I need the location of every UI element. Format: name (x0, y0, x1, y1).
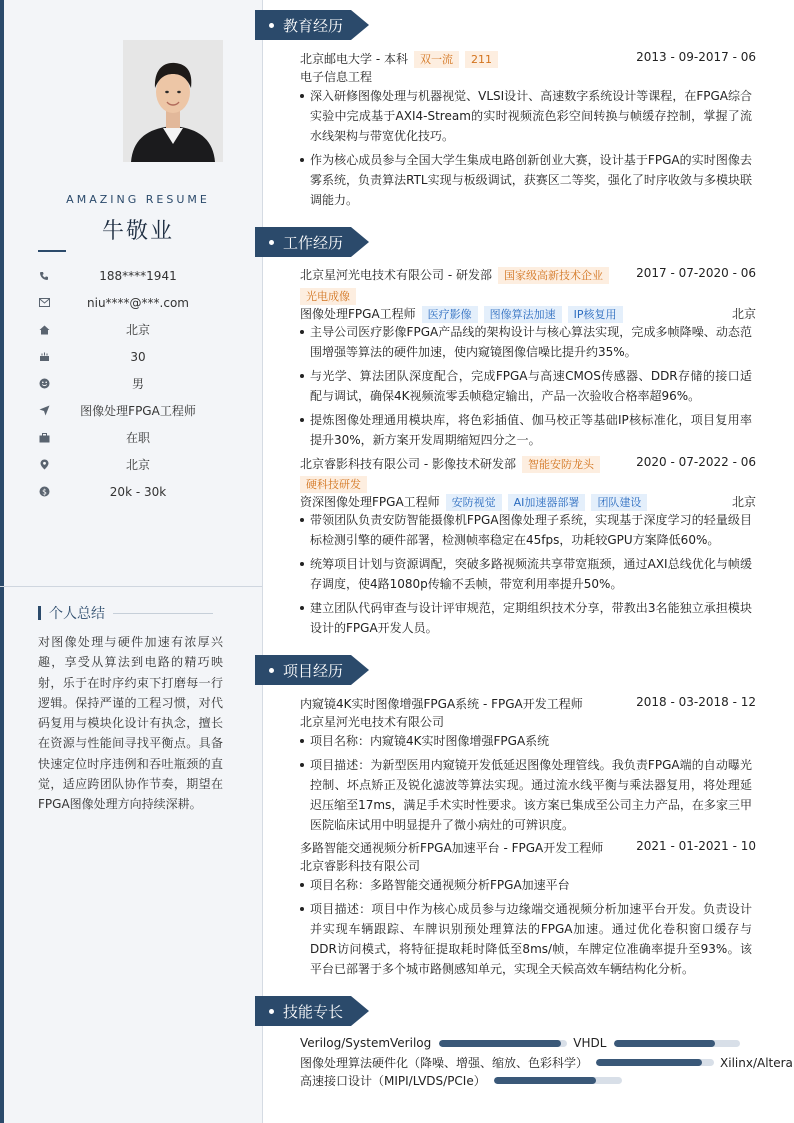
role-tag: IP核复用 (568, 306, 623, 323)
info-row-city (38, 451, 238, 478)
salary-value: 20k - 30k (109, 484, 167, 499)
education-date: 2013 - 09-2017 - 06 (636, 50, 756, 64)
skill-row-1 (300, 1036, 746, 1050)
skill-bar-fill (439, 1040, 561, 1047)
skills-section-header (255, 996, 351, 1026)
role-tag: 团队建设 (591, 494, 647, 511)
role-tag: AI加速器部署 (508, 494, 586, 511)
info-row-phone (38, 262, 238, 289)
sidebar-accent-bar (0, 0, 4, 1123)
role-tag: 医疗影像 (422, 306, 478, 323)
info-row-gender (38, 370, 238, 397)
job-2-company: 北京睿影科技有限公司 - 影像技术研发部 (300, 457, 516, 471)
job-1-role-row (300, 305, 756, 323)
education-school-row (300, 50, 756, 68)
work-title: 工作经历 (283, 233, 344, 252)
skill-name: Verilog/SystemVerilog (300, 1036, 432, 1050)
cake-icon (38, 351, 50, 363)
home-icon (38, 324, 50, 336)
project-2-company: 北京睿影科技有限公司 (300, 859, 421, 873)
skills-title: 技能专长 (283, 1002, 344, 1021)
sidebar-divider (0, 586, 262, 587)
project-2-name: 多路智能交通视频分析FPGA加速平台 - FPGA开发工程师 (300, 841, 604, 855)
summary-heading (38, 603, 213, 623)
company-tag: 国家级高新技术企业 (498, 267, 609, 284)
job-2-role: 资深图像处理FPGA工程师 (300, 495, 440, 509)
city-value: 北京 (125, 458, 150, 472)
projects-section-header (255, 655, 351, 685)
job-1-city: 北京 (731, 307, 756, 321)
job-1-date: 2017 - 07-2020 - 06 (636, 266, 756, 280)
skill-name: 高速接口设计（MIPI/LVDS/PCIe） (300, 1074, 486, 1088)
contact-info-list (38, 262, 238, 505)
job-2-company-row (300, 455, 756, 473)
phone-icon (38, 270, 50, 282)
list-item: 建立团队代码审查与设计评审规范，定期组织技术分享，带教出3名能独立承担模块设计的FPGA开发人员。 (300, 598, 752, 638)
project-1-company: 北京星河光电技术有限公司 (300, 715, 445, 729)
name-underline (38, 250, 66, 252)
job-2-date: 2020 - 07-2022 - 06 (636, 455, 756, 469)
job-1-role: 图像处理FPGA工程师 (300, 307, 416, 321)
svg-text:$: $ (41, 487, 47, 497)
mail-icon (38, 297, 50, 309)
smile-icon (38, 378, 50, 390)
school-name: 北京邮电大学 - 本科 (300, 52, 408, 66)
education-major: 电子信息工程 (300, 70, 373, 84)
gender-value: 男 (131, 377, 144, 391)
skill-bar-fill (614, 1040, 715, 1047)
project-2-date: 2021 - 01-2021 - 10 (636, 839, 756, 853)
phone-value: 188****1941 (99, 268, 177, 283)
project-2-name-row (300, 839, 756, 856)
home-value: 北京 (125, 323, 150, 337)
list-item: 带领团队负责安防智能摄像机FPGA图像处理子系统，实现基于深度学习的轻量级目标检测引擎的硬件部署，检测帧率稳定在45fps，功耗较GPU方案降低60%。 (300, 510, 752, 550)
job-1-company: 北京星河光电技术有限公司 - 研发部 (300, 268, 492, 282)
skill-row-3 (300, 1072, 628, 1089)
info-row-email (38, 289, 238, 316)
skill-bar (494, 1077, 622, 1084)
company-tag: 光电成像 (300, 288, 356, 305)
sidebar (0, 0, 263, 1123)
briefcase-icon (38, 432, 50, 444)
job-2-role-row (300, 493, 756, 511)
send-icon (38, 405, 50, 417)
age-value: 30 (130, 349, 146, 364)
skill-name: Xilinx/Altera (720, 1055, 793, 1070)
skill-bar-fill (596, 1059, 702, 1066)
role-tag: 安防视觉 (446, 494, 502, 511)
skill-bar (596, 1059, 714, 1066)
summary-text: 对图像处理与硬件加速有浓厚兴趣，享受从算法到电路的精巧映射，乐于在时序约束下打磨每一行逻辑。保持严谨的工程习惯，对代码复用与模块化设计有执念，擅长在资源与性能间寻找平衡点。具备快速定位时序违例和吞吐瓶颈的直觉，适应跨团队协作节奏，期望在FPGA图像处理方向持续深耕。 (38, 635, 223, 812)
company-tag: 智能安防龙头 (522, 456, 600, 473)
job-2-bullets (300, 510, 752, 642)
job-2-city: 北京 (731, 495, 756, 509)
list-item: 项目描述：为新型医用内窥镜开发低延迟图像处理管线。我负责FPGA端的自动曝光控制、坏点矫正及锐化滤波等算法实现。通过流水线平衡与乘法器复用，将处理延迟压缩至17ms，满足手术实时性要求。该方案已集成至公司主力产品，在多家三甲医院临床试用中明显提升了微小病灶的可辨识度。 (300, 755, 752, 835)
skill-bar (439, 1040, 567, 1047)
info-row-status (38, 424, 238, 451)
info-row-home (38, 316, 238, 343)
job-1-company-row (300, 266, 756, 284)
job-1-bullets (300, 322, 752, 454)
skill-row-2 (300, 1054, 793, 1071)
summary-heading-mark (38, 606, 41, 620)
email-value: niu****@***.com (87, 295, 189, 310)
section-dot (269, 240, 274, 245)
project-1-bullets (300, 731, 752, 839)
section-dot (269, 23, 274, 28)
info-row-salary (38, 478, 238, 505)
education-title: 教育经历 (283, 16, 344, 35)
list-item: 深入研修图像处理与机器视觉、VLSI设计、高速数字系统设计等课程，在FPGA综合实验中完成基于AXI4-Stream的实时视频流色彩空间转换与帧缓存控制，掌握了流水线架构与带宽优化技巧。 (300, 86, 752, 146)
education-bullets (300, 86, 752, 214)
education-section-header (255, 10, 351, 40)
role-tag: 图像算法加速 (484, 306, 562, 323)
list-item: 项目名称：内窥镜4K实时图像增强FPGA系统 (300, 731, 752, 751)
skill-bar (614, 1040, 740, 1047)
status-value: 在职 (125, 431, 150, 445)
school-tag: 211 (465, 51, 498, 68)
list-item: 项目名称：多路智能交通视频分析FPGA加速平台 (300, 875, 752, 895)
money-icon (38, 486, 50, 498)
list-item: 主导公司医疗影像FPGA产品线的架构设计与核心算法实现，完成多帧降噪、动态范围增强等算法的硬件加速，使内窥镜图像信噪比提升约35%。 (300, 322, 752, 362)
skill-name: VHDL (573, 1036, 607, 1050)
resume-tagline: AMAZING RESUME (66, 193, 210, 206)
section-dot (269, 1009, 274, 1014)
skill-bar-fill (494, 1077, 596, 1084)
project-1-name-row (300, 695, 756, 712)
avatar (123, 40, 223, 162)
project-1-name: 内窥镜4K实时图像增强FPGA系统 - FPGA开发工程师 (300, 697, 583, 711)
list-item: 项目描述：项目中作为核心成员参与边缘端交通视频分析加速平台开发。负责设计并实现车辆跟踪、车牌识别预处理算法的FPGA加速。通过优化卷积窗口缓存与DDR访问模式，将特征提取耗时降低至8ms/帧，车牌定位准确率提升至93%。该平台已部署于多个城市路侧感知单元，实现全天候高效车辆结构化分析。 (300, 899, 752, 979)
list-item: 作为核心成员参与全国大学生集成电路创新创业大赛，设计基于FPGA的实时图像去雾系统，负责算法RTL实现与板级调试，获赛区二等奖，强化了时序收敛与多模块联调能力。 (300, 150, 752, 210)
project-1-date: 2018 - 03-2018 - 12 (636, 695, 756, 709)
company-tag: 硬科技研发 (300, 476, 367, 493)
list-item: 提炼图像处理通用模块库，将色彩插值、伽马校正等基础IP核标准化，项目复用率提升30%，新方案开发周期缩短四分之一。 (300, 410, 752, 450)
project-2-bullets (300, 875, 752, 983)
list-item: 统筹项目计划与资源调配，突破多路视频流共享带宽瓶颈，通过AXI总线优化与帧缓存调度，使4路1080p传输不丢帧，带宽利用率提升50%。 (300, 554, 752, 594)
job-1-company-tags-row (300, 288, 756, 305)
skill-name: 图像处理算法硬件化（降噪、增强、缩放、色彩科学） (300, 1056, 589, 1070)
summary-heading-text: 个人总结 (49, 606, 105, 622)
school-tag: 双一流 (414, 51, 459, 68)
position-value: 图像处理FPGA工程师 (80, 404, 196, 418)
projects-title: 项目经历 (283, 661, 344, 680)
info-row-age (38, 343, 238, 370)
candidate-name: 牛敬业 (101, 219, 174, 244)
work-section-header (255, 227, 351, 257)
section-dot (269, 668, 274, 673)
job-2-company-tags-row (300, 476, 756, 493)
location-pin-icon (38, 459, 50, 471)
list-item: 与光学、算法团队深度配合，完成FPGA与高速CMOS传感器、DDR存储的接口适配与调试，确保4K视频流零丢帧稳定输出，产品一次验收合格率超96%。 (300, 366, 752, 406)
info-row-position (38, 397, 238, 424)
summary-heading-line (113, 613, 213, 614)
